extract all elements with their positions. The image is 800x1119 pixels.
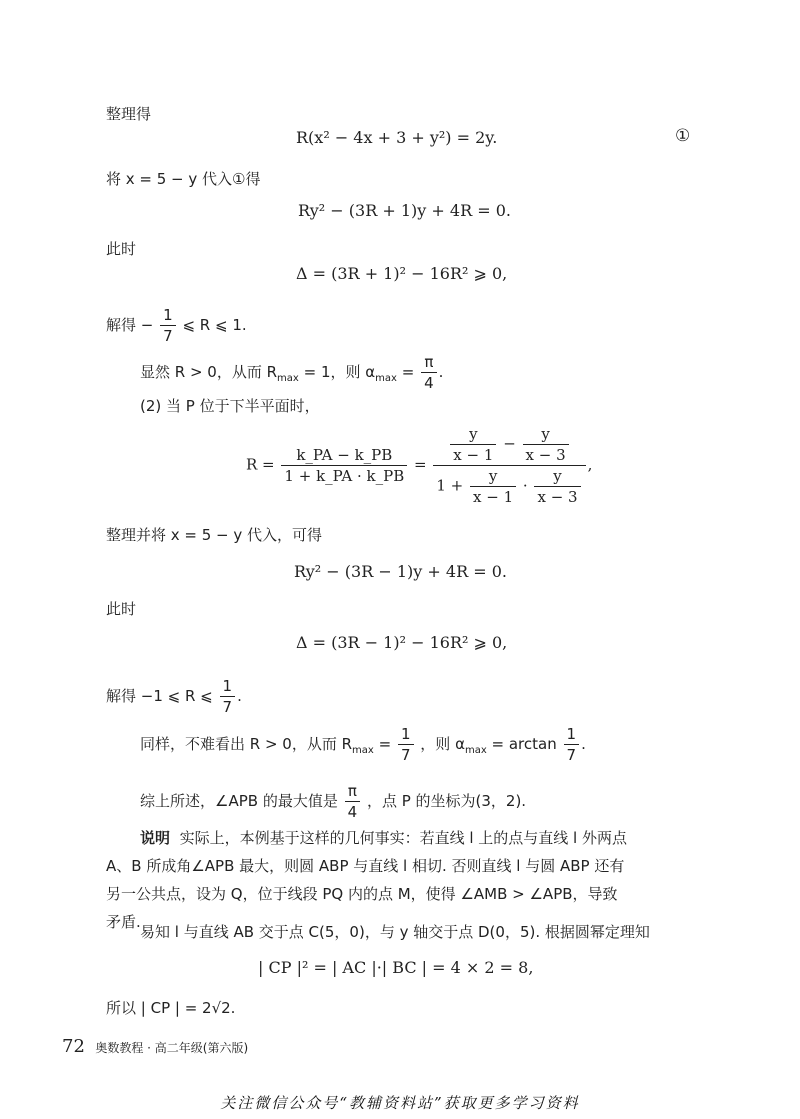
equation-7: | CP |² = | AC |·| BC | = 4 × 2 = 8,	[258, 958, 534, 977]
text-line: 解得 −1 ⩽ R ⩽ $\frac{1}{7}$ .	[106, 677, 242, 716]
equation-3: Δ = (3R + 1)² − 16R² ⩾ 0,	[296, 264, 508, 283]
text-line: 显然 R > 0，从而 $R_{max} = 1$，则 $\alpha_{max}$ = $\frac{\pi}{4}$ .	[140, 353, 444, 392]
text-line: 此时	[106, 600, 137, 618]
equation-1: R(x² − 4x + 3 + y²) = 2y.	[296, 128, 498, 147]
text-line: 易知 l 与直线 AB 交于点 C(5，0)，与 y 轴交于点 D(0，5). 根据圆幂定理知	[140, 923, 650, 941]
text-line: 同样，不难看出 R > 0，从而 $R_{max}$ = $\frac{1}{7}$ ，则 $\alpha_{max} = \arctan$ $\frac{1}{7}$ .	[140, 725, 586, 764]
text-line: 整理得	[106, 105, 152, 123]
text-line: 综上所述，∠APB 的最大值是 $\frac{\pi}{4}$ ，点 P 的坐标为(3，2).	[140, 782, 527, 821]
fraction: $\frac{\pi}{4}$	[421, 352, 437, 393]
text-line: 解得 − $\frac{1}{7}$ ⩽ R ⩽ 1.	[106, 306, 247, 345]
equation-tag: ①	[675, 126, 691, 146]
text-line: 将 x = 5 − y 代入①得	[106, 170, 261, 188]
note-label: 说明	[140, 829, 171, 847]
equation-4: R = $\frac{k\_PA - k\_PB}{1 + k\_PA \cdot k\_PB}$ = $\frac{y}{x - 1}$ − $\frac{y}{x - 3}$ 1 + $\frac{y}{x - 1}$ · $\frac{y}{x - 3}$ ,	[246, 425, 593, 506]
equation-6: Δ = (3R − 1)² − 16R² ⩾ 0,	[296, 633, 508, 652]
text-line: 另一公共点，设为 Q，位于线段 PQ 内的点 M，使得 ∠AMB > ∠APB，导致	[106, 885, 618, 903]
page-footer	[62, 1036, 248, 1057]
text-line: 整理并将 x = 5 − y 代入，可得	[106, 526, 323, 544]
equation-2: Ry² − (3R + 1)y + 4R = 0.	[298, 201, 511, 220]
book-title: 奥数教程 · 高二年级(第六版)	[95, 1041, 249, 1055]
watermark-text: 关注微信公众号“教辅资料站”获取更多学习资料	[220, 1094, 580, 1112]
fraction: $\frac{1}{7}$	[220, 676, 236, 717]
page-number: 72	[62, 1036, 85, 1057]
fraction: $\frac{1}{7}$	[160, 305, 176, 346]
text-line: 矛盾.	[106, 913, 141, 931]
text-line: (2) 当 P 位于下半平面时，	[140, 397, 320, 415]
text-line: 所以 | CP | = 2√2.	[106, 999, 236, 1017]
text-line: A、B 所成角∠APB 最大，则圆 ABP 与直线 l 相切. 否则直线 l 与圆 ABP 还有	[106, 857, 625, 875]
text-line: 说明 实际上，本例基于这样的几何事实：若直线 l 上的点与直线 l 外两点	[140, 829, 627, 847]
equation-5: Ry² − (3R − 1)y + 4R = 0.	[294, 562, 507, 581]
text-line: 此时	[106, 240, 137, 258]
